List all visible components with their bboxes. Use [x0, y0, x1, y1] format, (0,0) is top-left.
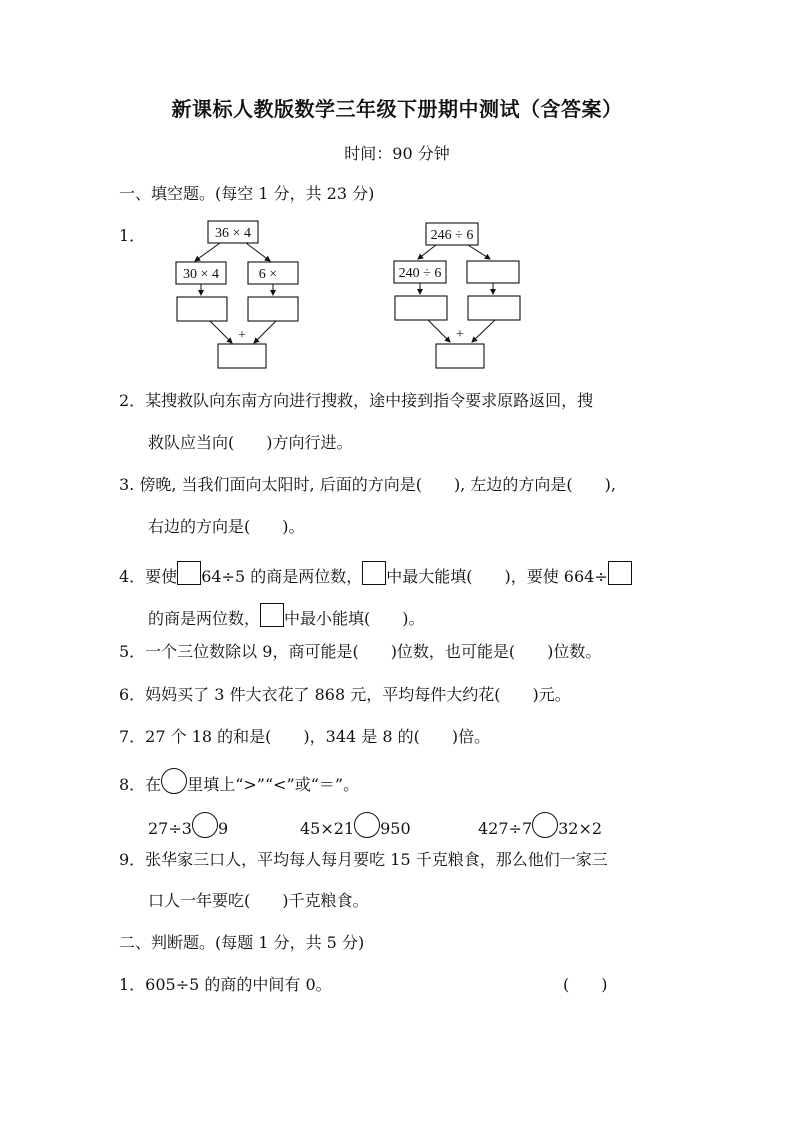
q5: 5．一个三位数除以 9，商可能是( )位数，也可能是( )位数。 [119, 642, 602, 661]
q6: 6．妈妈买了 3 件大衣花了 868 元，平均每件大约花( )元。 [119, 685, 571, 704]
diagram-right [394, 223, 520, 368]
q4-line1 [119, 561, 632, 588]
blank-circle[interactable] [532, 812, 558, 838]
blank-square[interactable] [362, 561, 386, 585]
left-a-text: 30 × 4 [183, 267, 219, 282]
blank-circle[interactable] [161, 768, 187, 794]
blank-square[interactable] [260, 603, 284, 627]
right-plus: + [456, 327, 464, 342]
q8-item-left: 427÷7 [478, 819, 533, 838]
q3-line1: 3. 傍晚, 当我们面向太阳时, 后面的方向是( ), 左边的方向是( ), [119, 475, 616, 494]
blank-square[interactable] [177, 561, 201, 585]
right-d-box [468, 296, 520, 320]
left-top-text: 36 × 4 [215, 226, 251, 241]
section-1-heading: 一、填空题。(每空 1 分，共 23 分) [119, 184, 375, 203]
left-b-text: 6 × [258, 267, 278, 282]
q9-line2: 口人一年要吃( )千克粮食。 [148, 891, 369, 910]
q4-text-1: 4．要使 [119, 567, 178, 586]
judge-q1-answer-paren[interactable]: ( ) [563, 975, 608, 994]
page-title: 新课标人教版数学三年级下册期中测试（含答案） [171, 97, 623, 121]
q3-line2: 右边的方向是( )。 [148, 517, 305, 536]
left-sum-box [218, 344, 266, 368]
right-b-box [467, 261, 519, 283]
q8-item-right: 950 [380, 819, 411, 838]
blank-circle[interactable] [354, 812, 380, 838]
q8-item-left: 45×21 [300, 819, 355, 838]
q8-text-1: 8．在 [119, 775, 162, 794]
q8-item-right: 9 [217, 819, 229, 838]
q2-line2: 救队应当向( )方向行进。 [148, 433, 353, 452]
q7: 7．27 个 18 的和是( )，344 是 8 的( )倍。 [119, 727, 491, 746]
section-2-heading: 二、判断题。(每题 1 分，共 5 分) [119, 933, 365, 952]
left-c-box [177, 297, 227, 321]
q4-text-2: 64÷5 的商是两位数， [201, 567, 363, 586]
right-sum-box [436, 344, 484, 368]
q1-diagrams [170, 215, 550, 375]
q8-text-2: 里填上“>”“<”或“＝”。 [187, 775, 360, 794]
q8-line1 [119, 768, 359, 796]
right-top-text: 246 ÷ 6 [430, 228, 474, 243]
q2-line1: 2．某搜救队向东南方向进行搜救，途中接到指令要求原路返回，搜 [119, 391, 594, 410]
right-c-box [395, 296, 447, 320]
q4-text-3: 中最大能填( )，要使 664÷ [386, 567, 608, 586]
q1-number: 1． [119, 226, 146, 245]
time-limit: 时间：90 分钟 [344, 144, 450, 163]
q8-item-2 [300, 812, 411, 840]
judge-q1: 1．605÷5 的商的中间有 0。 [119, 975, 332, 994]
diagram-left [176, 221, 298, 368]
q4-line2 [148, 603, 425, 630]
blank-square[interactable] [608, 561, 632, 585]
q8-item-left: 27÷3 [148, 819, 192, 838]
q8-item-3 [478, 812, 602, 840]
blank-circle[interactable] [192, 812, 218, 838]
left-d-box [248, 297, 298, 321]
q9-line1: 9．张华家三口人，平均每人每月要吃 15 千克粮食，那么他们一家三 [119, 850, 608, 869]
right-a-text: 240 ÷ 6 [398, 266, 442, 281]
left-plus: + [238, 328, 246, 343]
q8-item-right: 32×2 [558, 819, 603, 838]
q4-text-4: 的商是两位数， [148, 609, 261, 628]
q8-item-1 [148, 812, 228, 840]
q4-text-5: 中最小能填( )。 [284, 609, 425, 628]
